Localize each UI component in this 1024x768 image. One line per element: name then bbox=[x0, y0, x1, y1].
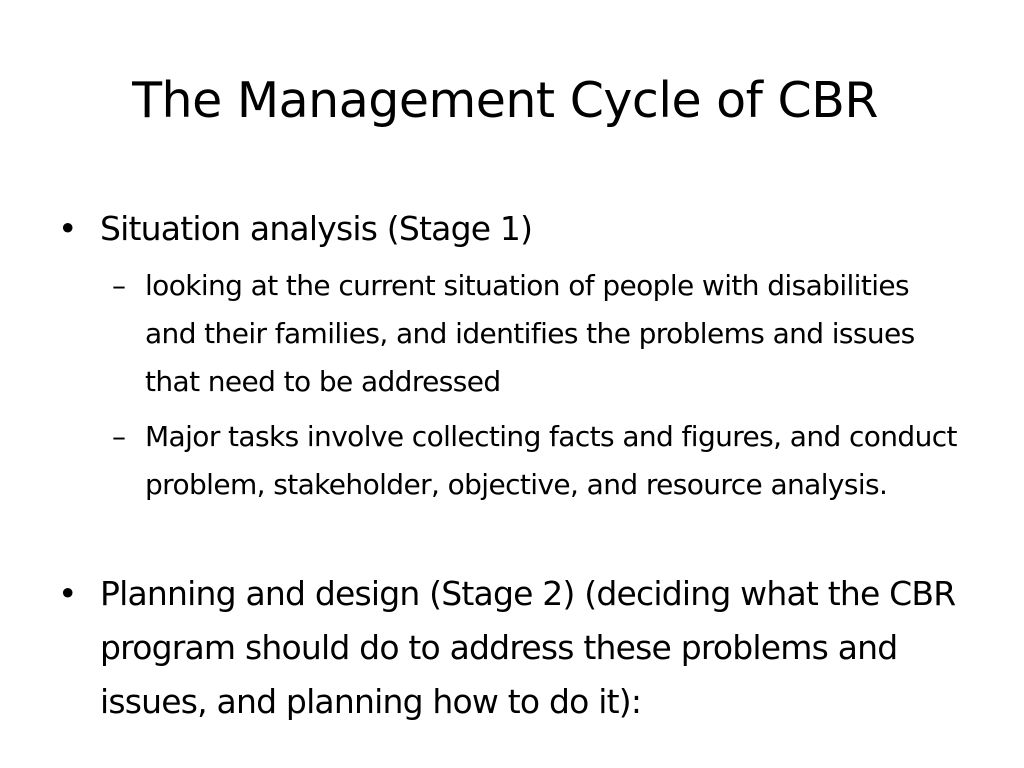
sub-bullet-major-tasks bbox=[112, 413, 965, 509]
sub-bullet-current-situation bbox=[112, 262, 965, 406]
sub-bullet-text: looking at the current situation of people with disabilities and their families, and identifies the problems and issues that need to be addressed bbox=[145, 269, 915, 398]
bullet-situation-analysis bbox=[58, 202, 960, 256]
sub-bullet-text: Major tasks involve collecting facts and figures, and conduct problem, stakeholder, objective, and resource analysis. bbox=[145, 420, 957, 501]
sub-bullet-marker: – bbox=[112, 269, 126, 302]
bullet-marker: • bbox=[58, 574, 77, 613]
bullet-marker: • bbox=[58, 209, 77, 248]
bullet-text: Planning and design (Stage 2) (deciding what the CBR program should do to address these problems and issues, and planning how to do it): bbox=[100, 574, 956, 721]
bullet-planning-and-design bbox=[58, 567, 960, 729]
bullet-text: Situation analysis (Stage 1) bbox=[100, 209, 533, 248]
slide-title: The Management Cycle of CBR bbox=[132, 72, 878, 129]
sub-bullet-marker: – bbox=[112, 420, 126, 453]
